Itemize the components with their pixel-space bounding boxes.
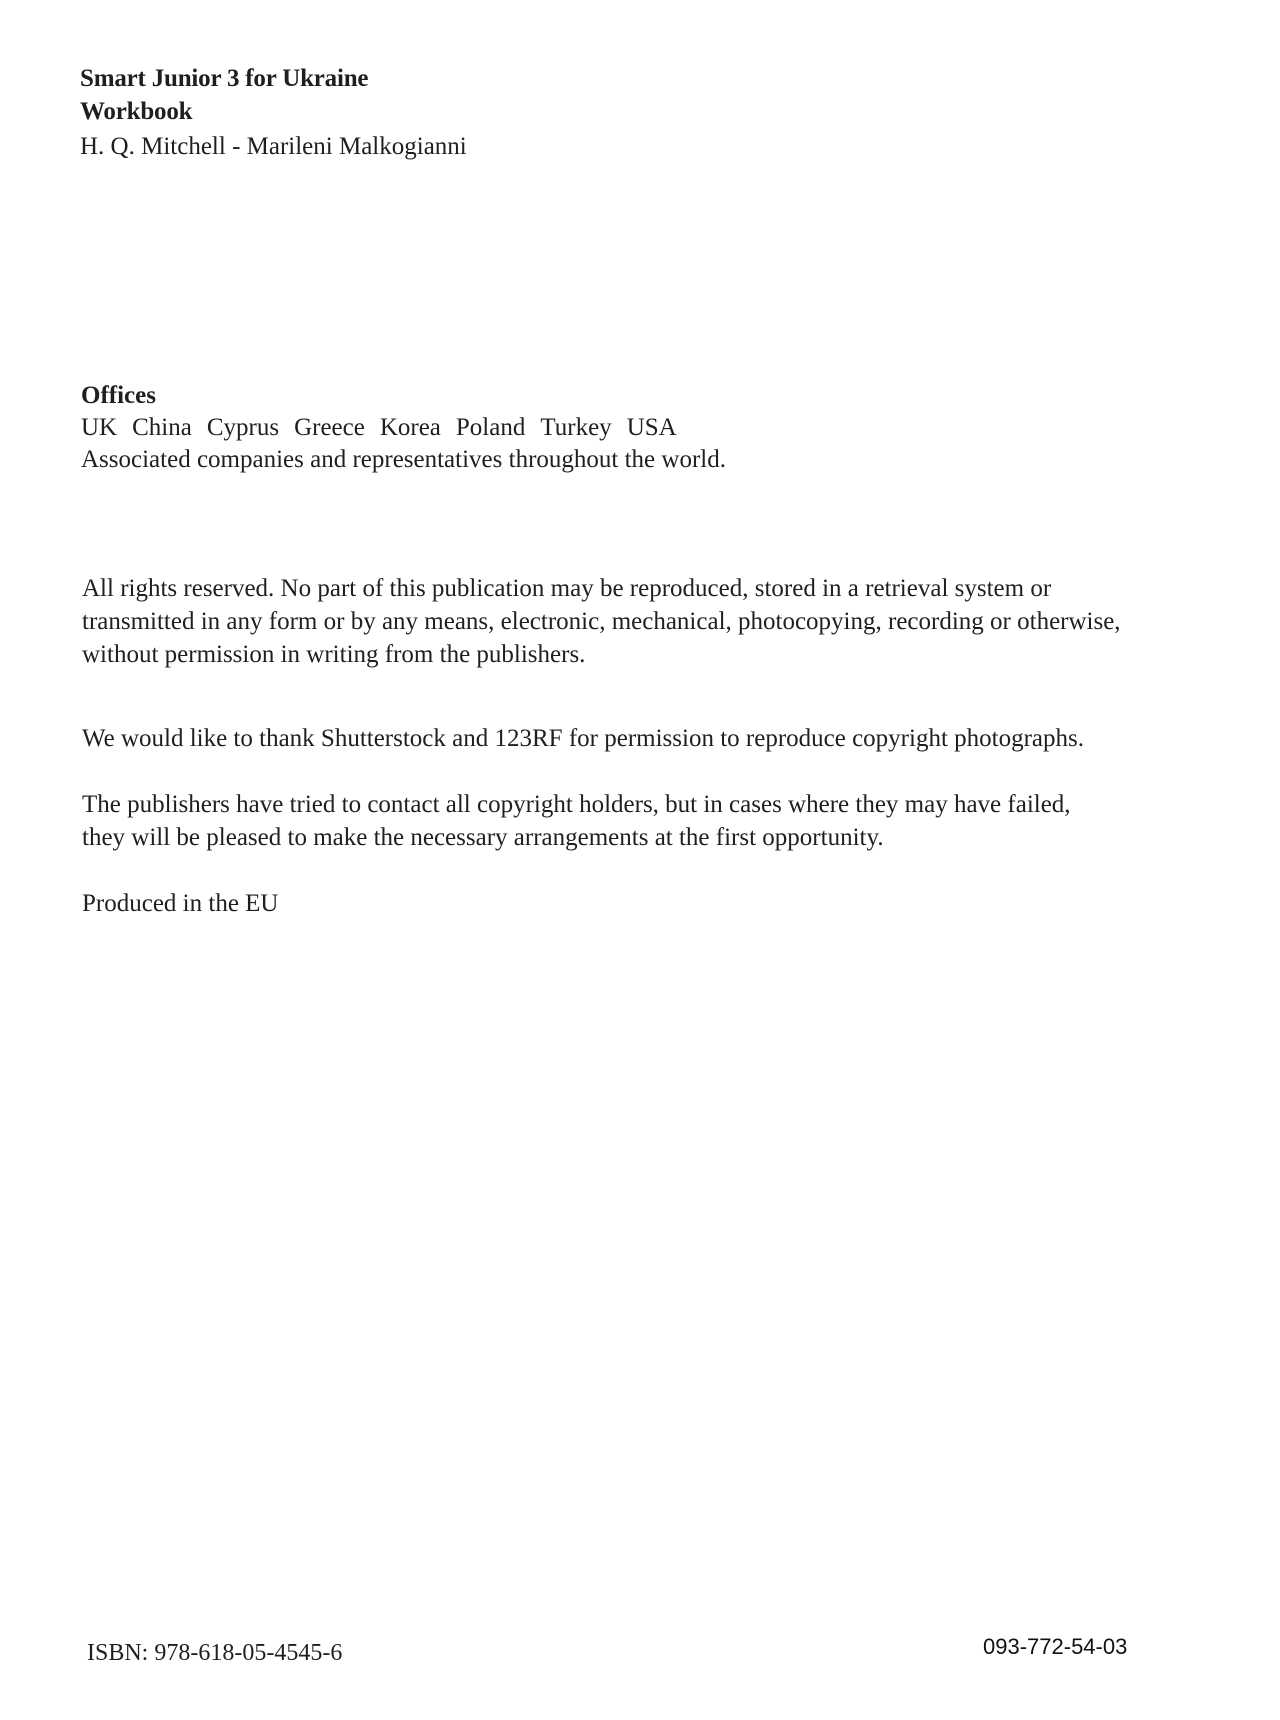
rights-reserved-paragraph <box>82 572 1222 671</box>
offices-heading: Offices <box>81 382 156 409</box>
country-item: Poland <box>455 414 526 441</box>
offices-section <box>81 380 981 476</box>
country-item: UK <box>81 414 118 441</box>
isbn-number: ISBN: 978-618-05-4545-6 <box>87 1640 343 1666</box>
copyright-holders-paragraph <box>82 788 1222 854</box>
phone-number: 093-772-54-03 <box>983 1634 1128 1659</box>
country-item: China <box>132 414 192 441</box>
rights-line: All rights reserved. No part of this publication may be reproduced, stored in a retrieval system or <box>82 575 1052 602</box>
title-block <box>80 62 780 163</box>
contact-line: they will be pleased to make the necessary arrangements at the first opportunity. <box>82 824 884 851</box>
country-item: Greece <box>294 414 365 441</box>
rights-line: without permission in writing from the publishers. <box>82 641 586 668</box>
authors: H. Q. Mitchell - Marileni Malkogianni <box>80 133 467 160</box>
produced-in-text: Produced in the EU <box>82 890 279 917</box>
book-title: Smart Junior 3 for Ukraine <box>80 65 369 92</box>
contact-line: The publishers have tried to contact all copyright holders, but in cases where they may have failed, <box>82 791 1071 818</box>
rights-line: transmitted in any form or by any means, electronic, mechanical, photocopying, recording or otherwise, <box>82 608 1121 635</box>
thanks-paragraph: We would like to thank Shutterstock and 123RF for permission to reproduce copyright photographs. <box>82 725 1084 752</box>
country-item: Turkey <box>540 414 612 441</box>
associated-companies-text: Associated companies and representatives throughout the world. <box>81 446 726 473</box>
countries-list <box>81 412 981 444</box>
country-item: Korea <box>379 414 441 441</box>
country-item: USA <box>626 414 677 441</box>
book-subtitle: Workbook <box>80 98 193 125</box>
country-item: Cyprus <box>206 414 280 441</box>
